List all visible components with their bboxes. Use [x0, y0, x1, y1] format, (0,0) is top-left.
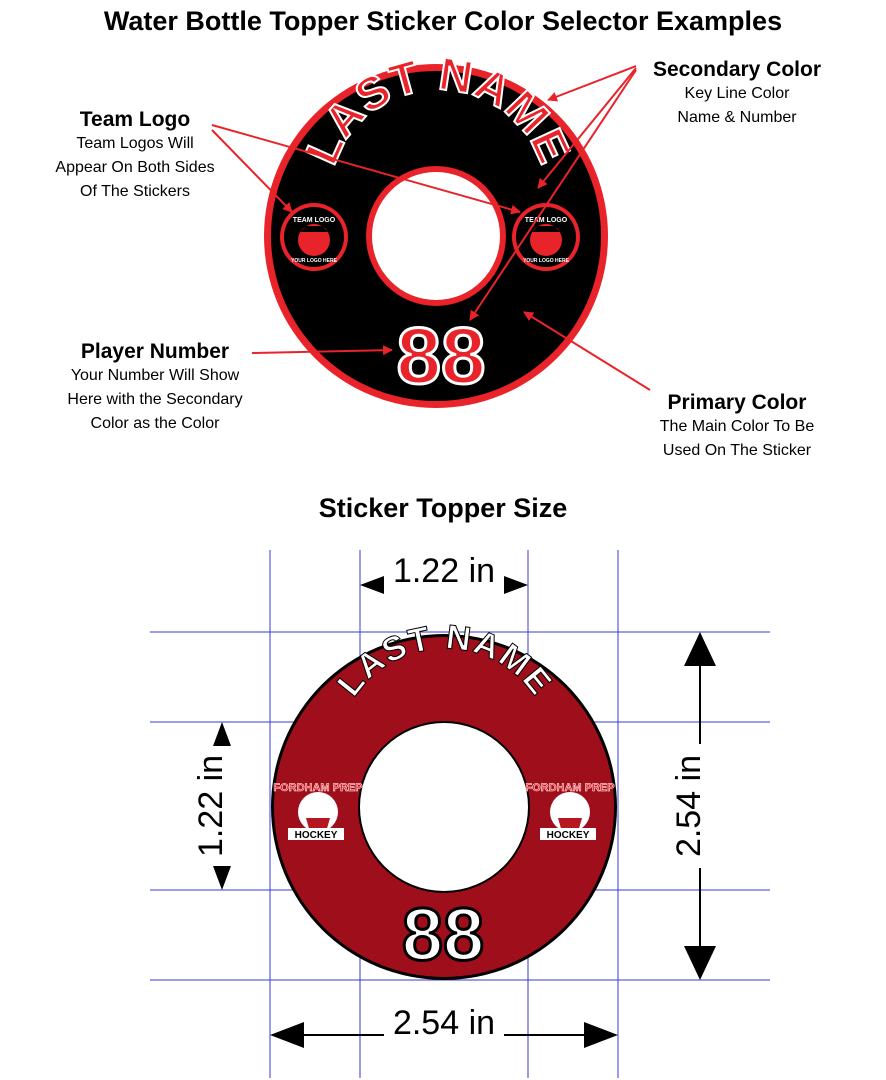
- top-left-logo-bottom-text: YOUR LOGO HERE: [291, 258, 337, 264]
- team-logo-line-3: Of The Stickers: [80, 183, 190, 200]
- bottom-left-logo-bottom-text: HOCKEY: [294, 830, 338, 841]
- inner-width-label: 1.22 in: [392, 552, 496, 590]
- top-sticker-number: 88: [396, 311, 486, 400]
- outer-width-label: 2.54 in: [392, 1004, 496, 1042]
- bottom-sticker-number: 88: [401, 893, 485, 976]
- top-sticker-name: LAST NAME: [295, 47, 581, 172]
- team-logo-title: Team Logo: [79, 108, 191, 131]
- top-left-logo-top-text: TEAM LOGO: [292, 217, 336, 224]
- player-number-line-2: Here with the Secondary: [67, 391, 243, 408]
- bottom-left-logo-top-text: FORDHAM PREP: [273, 782, 363, 794]
- top-sticker: [264, 47, 608, 408]
- size-heading: Sticker Topper Size: [318, 493, 568, 523]
- primary-color-line-1: The Main Color To Be: [659, 418, 815, 435]
- bottom-sticker-hole: [360, 723, 528, 891]
- player-number-line-3: Color as the Color: [90, 415, 220, 432]
- page-title: Water Bottle Topper Sticker Color Selector Examples: [103, 6, 783, 36]
- bottom-sticker-name: LAST NAME: [329, 618, 560, 704]
- outer-height-label: 2.54 in: [670, 754, 708, 858]
- secondary-color-line-1: Key Line Color: [684, 85, 790, 102]
- top-left-team-logo: [280, 203, 348, 271]
- player-number-title: Player Number: [80, 340, 230, 363]
- team-logo-line-2: Appear On Both Sides: [55, 159, 215, 176]
- bottom-right-logo-bottom-text: HOCKEY: [546, 830, 590, 841]
- primary-color-title: Primary Color: [667, 391, 807, 414]
- top-right-team-logo: [512, 203, 580, 271]
- team-logo-line-1: Team Logos Will: [76, 135, 194, 152]
- secondary-color-line-2: Name & Number: [677, 109, 797, 126]
- top-sticker-hole: [372, 172, 500, 300]
- top-right-logo-bottom-text: YOUR LOGO HERE: [523, 258, 569, 264]
- player-number-line-1: Your Number Will Show: [70, 367, 240, 384]
- bottom-right-logo-top-text: FORDHAM PREP: [525, 782, 615, 794]
- top-right-logo-top-text: TEAM LOGO: [524, 217, 568, 224]
- secondary-color-title: Secondary Color: [652, 58, 822, 81]
- inner-height-label: 1.22 in: [192, 754, 230, 858]
- primary-color-line-2: Used On The Sticker: [662, 442, 812, 459]
- bottom-sticker: [271, 618, 617, 980]
